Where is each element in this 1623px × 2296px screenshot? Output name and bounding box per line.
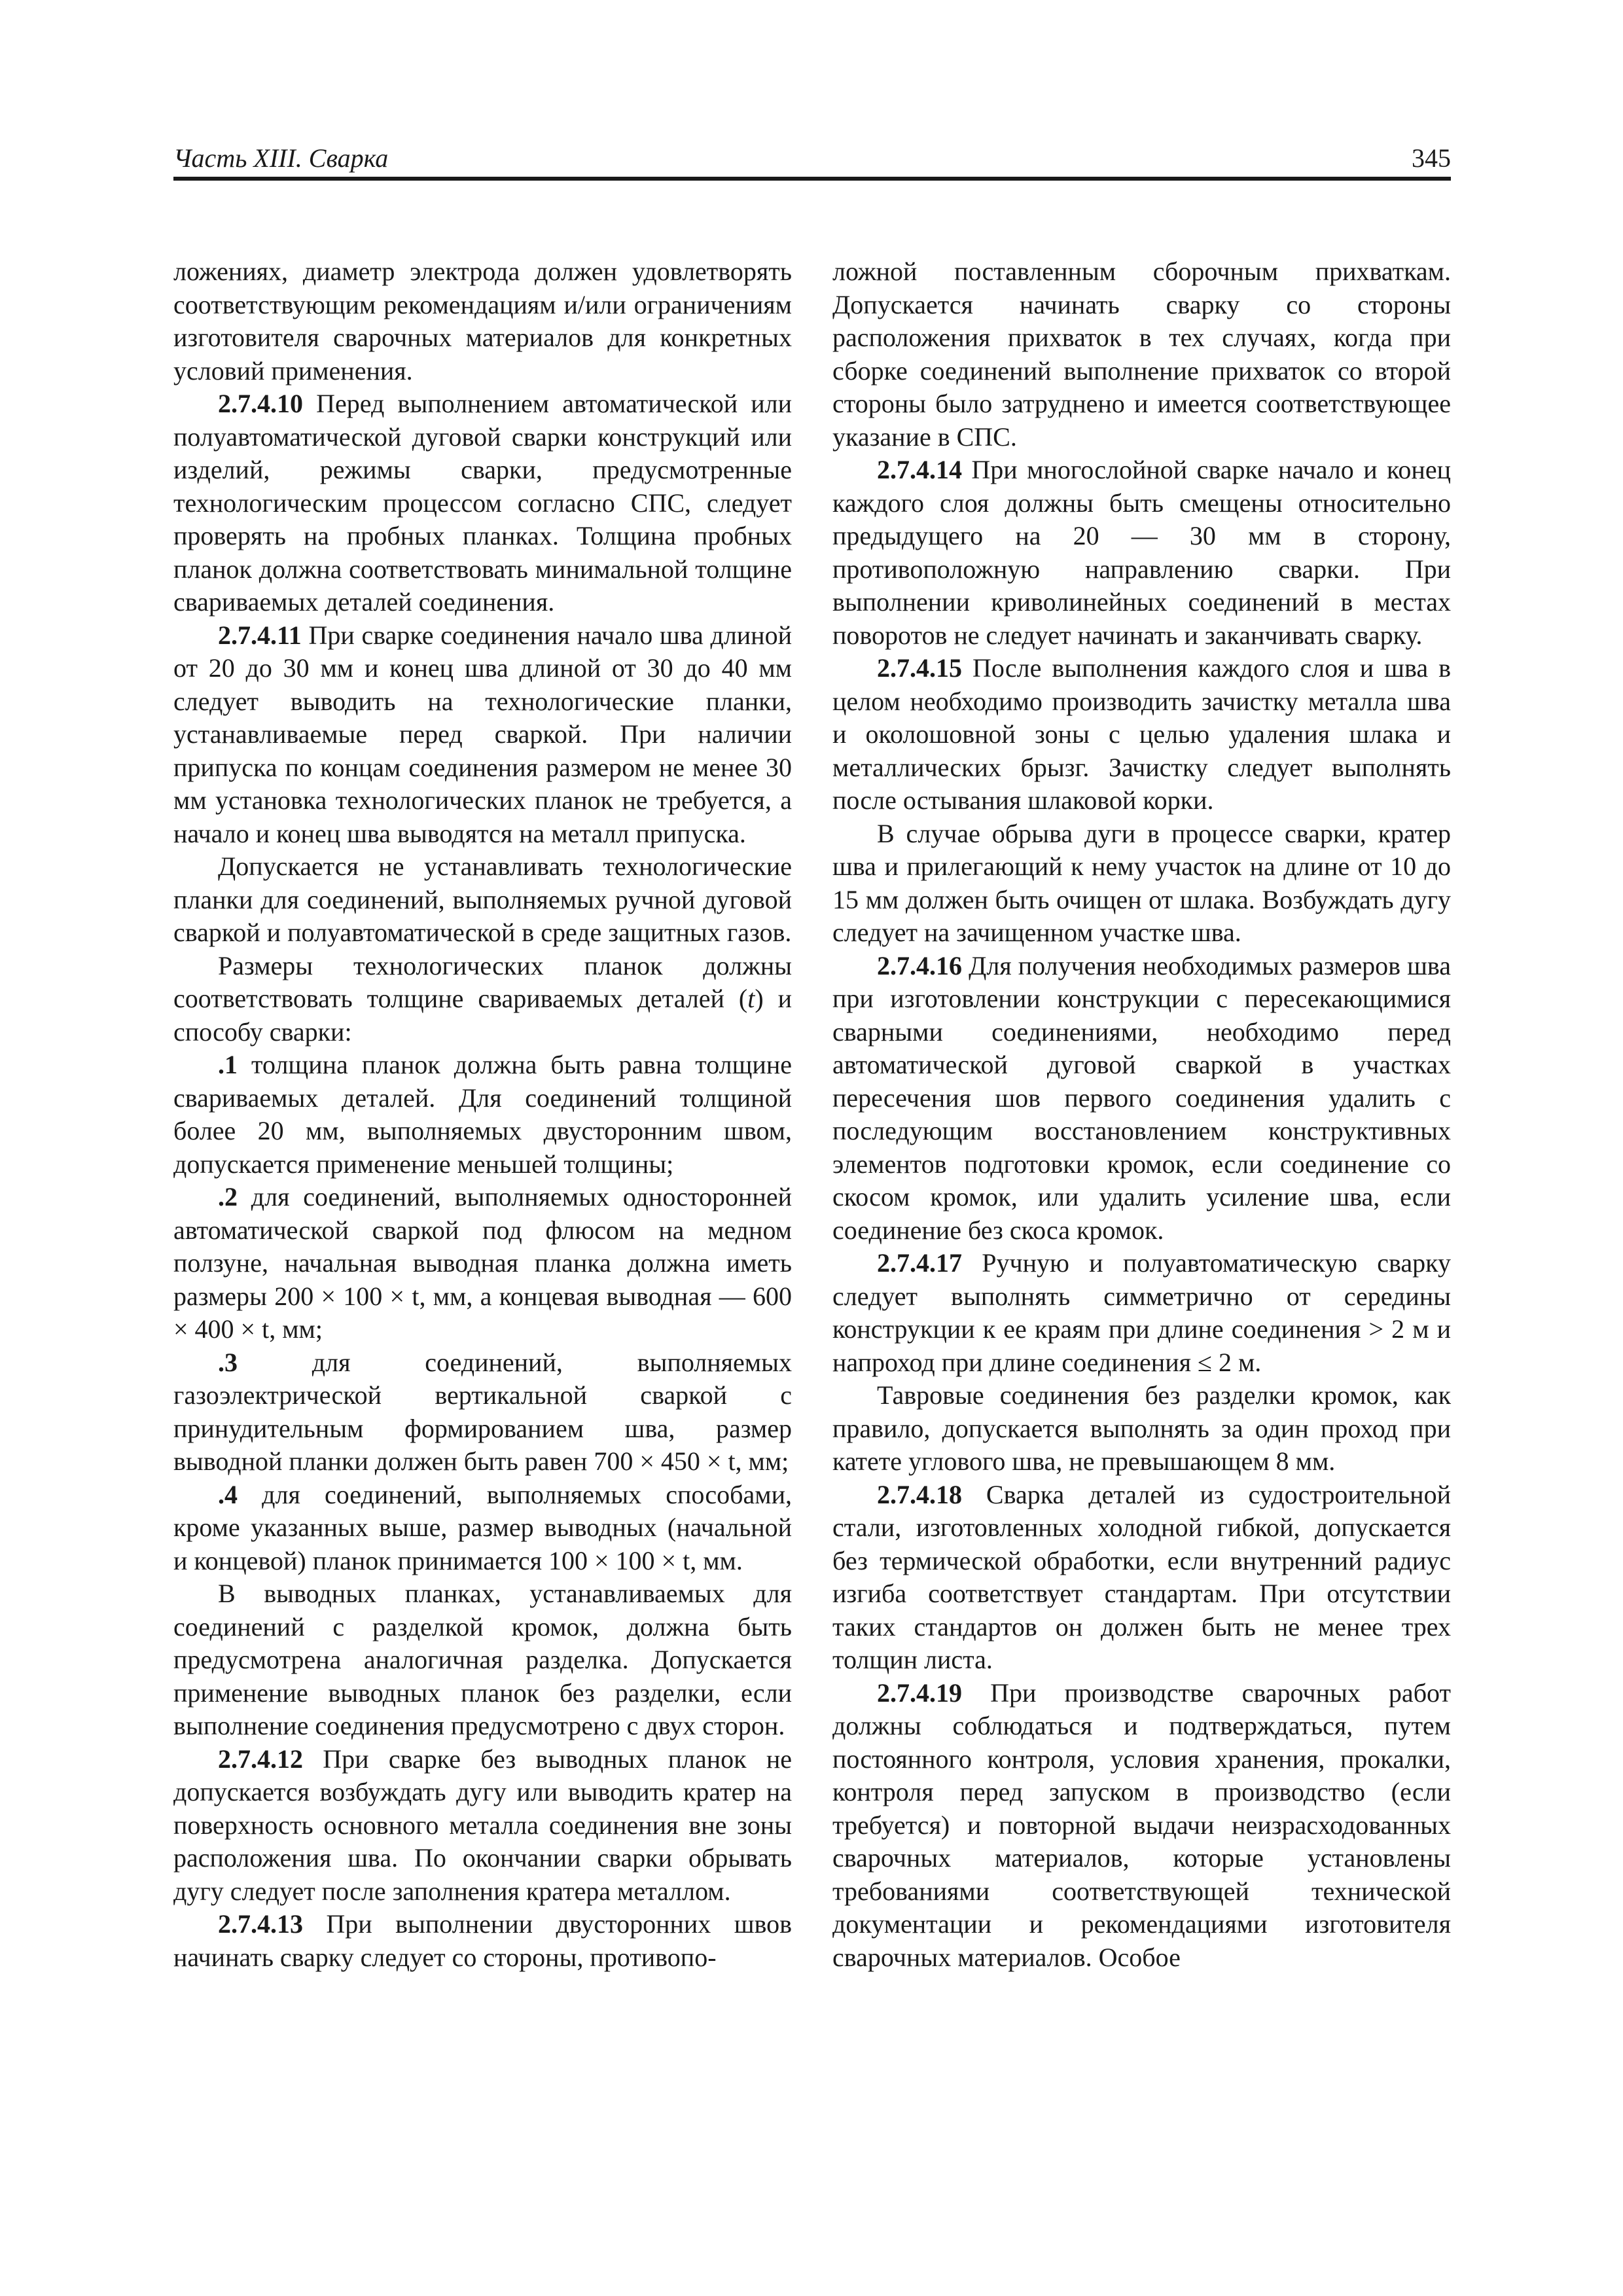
paragraph: Тавровые соединения без разделки кромок, как правило, допускается выполнять за один проход при катете углового шва, не превышающем 8 мм. <box>832 1380 1451 1476</box>
paragraph: ложениях, диаметр электрода должен удовлетворять соответствующим рекомендациям и/или ограничениям изготовителя сварочных материалов для конкретных условий применения. <box>173 257 792 386</box>
clause-number: 2.7.4.17 <box>877 1248 962 1278</box>
clause-2-7-4-14: 2.7.4.14 При многослойной сварке начало и конец каждого слоя должны быть смещены относительно предыдущего на 20 — 30 мм в сторону, противоположную направлению сварки. При выполнении криволинейных соединений в местах поворотов не следует начинать и заканчивать сварку. <box>832 455 1451 650</box>
clause-number: 2.7.4.12 <box>218 1744 303 1774</box>
clause-2-7-4-13: 2.7.4.13 При выполнении двусторонних швов начинать сварку следует со стороны, противопо- <box>173 1909 792 1972</box>
item-number: .3 <box>218 1347 238 1377</box>
clause-number: 2.7.4.16 <box>877 950 962 980</box>
clause-number: 2.7.4.18 <box>877 1479 962 1509</box>
left-column <box>173 255 792 1974</box>
clause-2-7-4-17: 2.7.4.17 Ручную и полуавтоматическую сварку следует выполнять симметрично от середины конструкции к ее краям при длине соединения > 2 м и напроход при длине соединения ≤ 2 м. <box>832 1248 1451 1377</box>
right-column <box>832 255 1451 1974</box>
clause-number: 2.7.4.14 <box>877 455 962 484</box>
clause-2-7-4-19: 2.7.4.19 При производстве сварочных работ должны соблюдаться и подтверждаться, путем постоянного контроля, условия хранения, прокалки, контроля перед запуском в производство (если требуется) и повторной выдачи неизрасходованных сварочных материалов, которые установлены требованиями соответствующей технической документации и рекомендациями изготовителя сварочных материалов. Особое <box>832 1677 1451 1972</box>
paragraph: Допускается не устанавливать технологические планки для соединений, выполняемых ручной дуговой сваркой и полуавтоматической в среде защитных газов. <box>173 852 792 947</box>
paragraph: В выводных планках, устанавливаемых для соединений с разделкой кромок, должна быть предусмотрена аналогичная разделка. Допускается применение выводных планок без разделки, если выполнение соединения предусмотрено с двух сторон. <box>173 1579 792 1740</box>
clause-2-7-4-15: 2.7.4.15 После выполнения каждого слоя и шва в целом необходимо производить зачистку металла шва и околошовной зоны с целью удаления шлака и металлических брызг. Зачистку следует выполнять после остывания шлаковой корки. <box>832 653 1451 815</box>
list-item-3: .3 для соединений, выполняемых газоэлектрической вертикальной сваркой с принудительным формированием шва, размер выводной планки должен быть равен 700 × 450 × t, мм; <box>173 1347 792 1476</box>
clause-2-7-4-10: 2.7.4.10 Перед выполнением автоматической или полуавтоматической дуговой сварки конструкций или изделий, режимы сварки, предусмотренные технологическим процессом согласно СПС, следует проверять на пробных планках. Толщина пробных планок должна соответствовать минимальной толщине свариваемых деталей соединения. <box>173 389 792 617</box>
item-number: .2 <box>218 1182 238 1211</box>
clause-2-7-4-16: 2.7.4.16 Для получения необходимых размеров шва при изготовлении конструкции с пересекающимися сварными соединениями, необходимо перед автоматической дуговой сваркой в участках пересечения шов первого соединения удалить с последующим восстановлением конструктивных элементов подготовки кромок, если соединение со скосом кромок, или удалить усиление шва, если соединение без скоса кромок. <box>832 950 1451 1245</box>
clause-number: 2.7.4.11 <box>218 620 302 650</box>
clause-number: 2.7.4.13 <box>218 1909 303 1939</box>
header-rule <box>173 177 1451 181</box>
clause-2-7-4-11: 2.7.4.11 При сварке соединения начало шва длиной от 20 до 30 мм и конец шва длиной от 30 до 40 мм следует выводить на технологические планки, устанавливаемые перед сваркой. При наличии припуска по концам соединения размером не менее 30 мм установка технологических планок не требуется, а начало и конец шва выводятся на металл припуска. <box>173 620 792 848</box>
running-header <box>173 143 1451 179</box>
clause-2-7-4-12: 2.7.4.12 При сварке без выводных планок не допускается возбуждать дугу или выводить кратер на поверхность основного металла соединения вне зоны расположения шва. По окончании сварки обрывать дугу следует после заполнения кратера металлом. <box>173 1744 792 1906</box>
list-item-4: .4 для соединений, выполняемых способами, кроме указанных выше, размер выводных (начальной и концевой) планок принимается 100 × 100 × t, мм. <box>173 1479 792 1575</box>
clause-2-7-4-18: 2.7.4.18 Сварка деталей из судостроительной стали, изготовленных холодной гибкой, допускается без термической обработки, если внутренний радиус изгиба соответствует стандартам. При отсутствии таких стандартов он должен быть не менее трех толщин листа. <box>832 1479 1451 1674</box>
list-item-1: .1 толщина планок должна быть равна толщине свариваемых деталей. Для соединений толщиной более 20 мм, выполняемых двусторонним швом, допускается применение меньшей толщины; <box>173 1050 792 1179</box>
item-number: .4 <box>218 1479 238 1509</box>
clause-number: 2.7.4.15 <box>877 653 962 683</box>
page-number: 345 <box>1412 143 1451 173</box>
paragraph: Размеры технологических планок должны соответствовать толщине свариваемых деталей (t) и способу сварки: <box>173 950 792 1047</box>
item-number: .1 <box>218 1050 238 1079</box>
clause-number: 2.7.4.19 <box>877 1677 962 1708</box>
list-item-2: .2 для соединений, выполняемых односторонней автоматической сваркой под флюсом на медном ползуне, начальная выводная планка должна иметь размеры 200 × 100 × t, мм, а концевая выводная — 600 × 400 × t, мм; <box>173 1182 792 1344</box>
section-title: Часть XIII. Сварка <box>173 143 389 173</box>
paragraph: В случае обрыва дуги в процессе сварки, кратер шва и прилегающий к нему участок на длине от 10 до 15 мм должен быть очищен от шлака. Возбуждать дугу следует на зачищенном участке шва. <box>832 818 1451 947</box>
clause-number: 2.7.4.10 <box>218 389 303 418</box>
paragraph: ложной поставленным сборочным прихваткам. Допускается начинать сварку со стороны расположения прихваток в тех случаях, когда при сборке соединений выполнение прихваток со второй стороны было затруднено и имеется соответствующее указание в СПС. <box>832 257 1451 452</box>
